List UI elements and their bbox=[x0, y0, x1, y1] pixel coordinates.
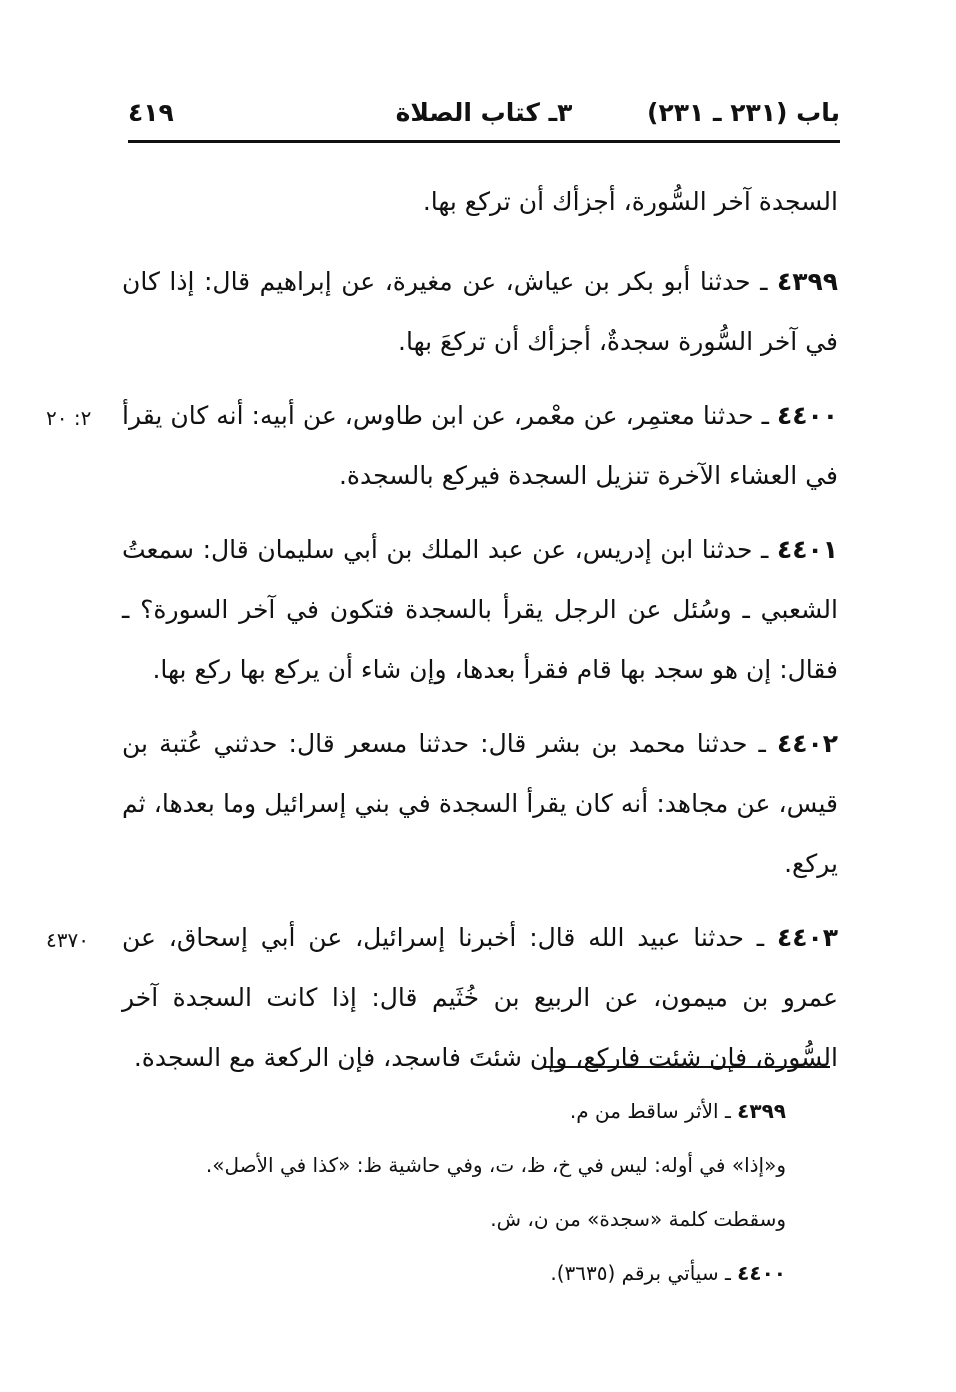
paragraph-4399 bbox=[122, 252, 838, 372]
paragraph-4403 bbox=[46, 908, 838, 1088]
running-header bbox=[128, 92, 840, 136]
header-divider bbox=[128, 140, 840, 143]
page-number: ٤١٩ bbox=[128, 98, 174, 127]
footnote-text: ـ الأثر ساقط من م. bbox=[569, 1099, 738, 1123]
paragraph-text: ـ حدثنا ابن إدريس، عن عبد الملك بن أبي سليمان قال: سمعتُ الشعبي ـ وسُئل عن الرجل يقرأ بالسجدة فتكون في آخر السورة؟ ـ فقال: إن هو سجد بها قام فقرأ بعدها، وإن شاء أن يركع بها ركع بها. bbox=[122, 535, 838, 684]
margin-cross-reference: ٢: ٢٠ bbox=[46, 406, 92, 430]
footnote-text: ـ سيأتي برقم (٣٦٣٥). bbox=[550, 1261, 738, 1285]
paragraph-number: ٤٤٠١ bbox=[776, 535, 838, 564]
paragraph-text: ـ حدثنا معتمِر، عن معْمر، عن ابن طاوس، عن أبيه: أنه كان يقرأ في العشاء الآخرة تنزيل السجدة فيركع بالسجدة. bbox=[122, 401, 838, 490]
footnotes bbox=[122, 1084, 786, 1300]
footnote bbox=[122, 1138, 786, 1192]
footnote-text: وسقطت كلمة «سجدة» من ن، ش. bbox=[490, 1207, 786, 1231]
paragraph-number: ٤٣٩٩ bbox=[776, 267, 838, 296]
paragraph-number: ٤٤٠٣ bbox=[776, 923, 838, 952]
paragraph-continuation bbox=[122, 172, 838, 232]
paragraph-text: ـ حدثنا أبو بكر بن عياش، عن مغيرة، عن إبراهيم قال: إذا كان في آخر السُّورة سجدةٌ، أجزأك أن تركعَ بها. bbox=[122, 267, 838, 356]
footnote-divider bbox=[544, 1066, 830, 1068]
footnote bbox=[122, 1246, 786, 1300]
footnote-text: و«إذا» في أوله: ليس في خ، ظ، ت، وفي حاشية ظ: «كذا في الأصل». bbox=[205, 1153, 786, 1177]
paragraph-text: ـ حدثنا محمد بن بشر قال: حدثنا مسعر قال: حدثني عُتبة بن قيس، عن مجاهد: أنه كان يقرأ السجدة في بني إسرائيل وما بعدها، ثم يركع. bbox=[122, 729, 838, 878]
paragraph-4402 bbox=[122, 714, 838, 894]
paragraph-4401 bbox=[122, 520, 838, 700]
paragraph-text: السجدة آخر السُّورة، أجزأك أن تركع بها. bbox=[422, 187, 838, 216]
footnote-number: ٤٣٩٩ bbox=[737, 1099, 786, 1123]
paragraph-text: ـ حدثنا عبيد الله قال: أخبرنا إسرائيل، عن أبي إسحاق، عن عمرو بن ميمون، عن الربيع بن خُثَيم قال: إذا كانت السجدة آخر السُّورة، فإن شئت فاركع، وإن شئتَ فاسجد، فإن الركعة مع السجدة. bbox=[122, 923, 838, 1072]
paragraph-4400 bbox=[46, 386, 838, 506]
book-title: ٣ـ كتاب الصلاة bbox=[395, 98, 573, 127]
paragraph-number: ٤٤٠٠ bbox=[776, 401, 838, 430]
footnote bbox=[122, 1084, 786, 1138]
chapter-range: باب (٢٣١ ـ ٢٣١) bbox=[647, 98, 840, 127]
main-text bbox=[46, 172, 838, 1102]
footnote bbox=[122, 1192, 786, 1246]
margin-cross-reference: ٤٣٧٠ bbox=[46, 928, 89, 952]
footnote-number: ٤٤٠٠ bbox=[737, 1261, 786, 1285]
paragraph-number: ٤٤٠٢ bbox=[776, 729, 838, 758]
